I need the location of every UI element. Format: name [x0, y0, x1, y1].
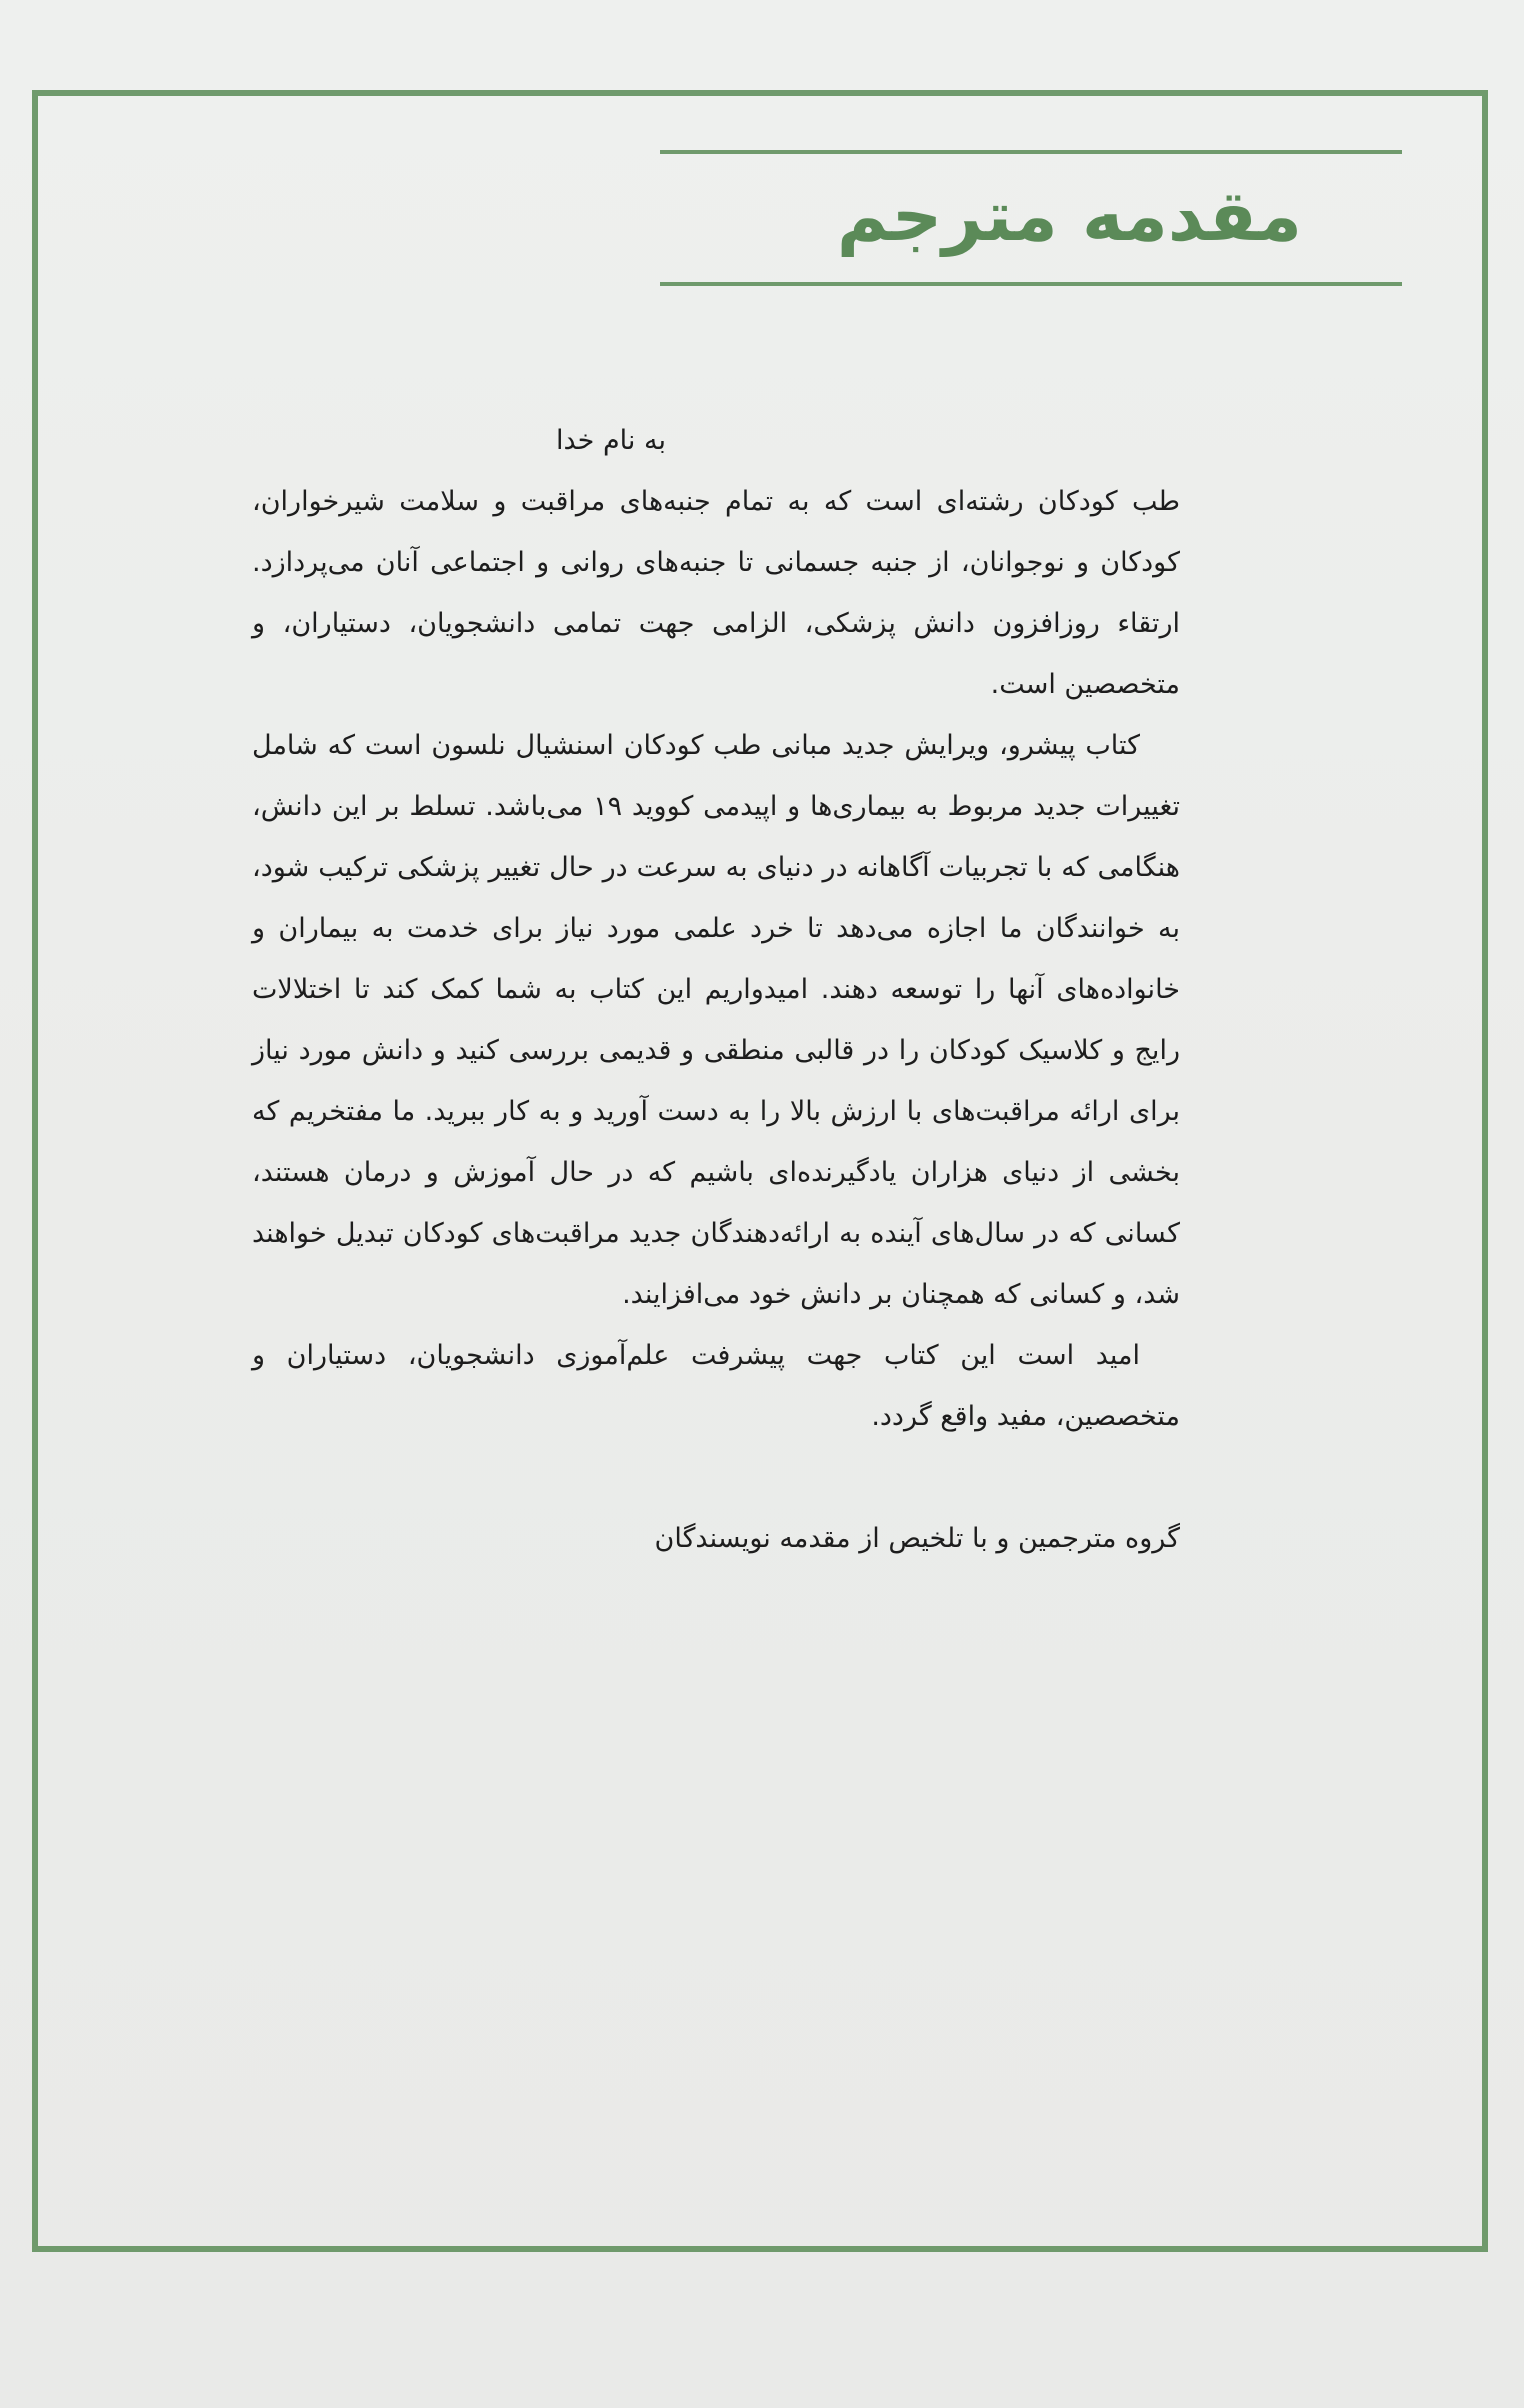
paragraph-3: امید است این کتاب جهت پیشرفت علم‌آموزی دانشجویان، دستیاران و متخصصین، مفید واقع گردد.: [252, 1340, 1180, 1432]
basmala: به نام خدا: [556, 425, 666, 456]
page-title: مقدمه مترجم: [836, 175, 1302, 257]
paragraph-1: طب کودکان رشته‌ای است که به تمام جنبه‌های مراقبت و سلامت شیرخواران، کودکان و نوجوانان، از جنبه جسمانی تا جنبه‌های روانی و اجتماعی آنان می‌پردازد. ارتقاء روزافزون دانش پزشکی، الزامی جهت تمامی دانشجویان، دستیاران، و متخصصین است.: [252, 486, 1180, 700]
paragraph-2: کتاب پیشرو، ویرایش جدید مبانی طب کودکان اسنشیال نلسون است که شامل تغییرات جدید مربوط به بیماری‌ها و اپیدمی کووید ۱۹ می‌باشد. تسلط بر این دانش، هنگامی که با تجربیات آگاهانه در دنیای به سرعت در حال تغییر پزشکی ترکیب شود، به خوانندگان ما اجازه می‌دهد تا خرد علمی مورد نیاز برای خدمت به بیماران و خانواده‌های آنها را توسعه دهند. امیدواریم این کتاب به شما کمک کند تا اختلالات رایج و کلاسیک کودکان را در قالبی منطقی و قدیمی بررسی کنید و دانش مورد نیاز برای ارائه مراقبت‌های با ارزش بالا را به دست آورید و به کار ببرید. ما مفتخریم که بخشی از دنیای هزاران یادگیرنده‌ای باشیم که در حال آموزش و درمان هستند، کسانی که در سال‌های آینده به ارائه‌دهندگان جدید مراقبت‌های کودکان تبدیل خواهند شد، و کسانی که همچنان بر دانش خود می‌افزایند.: [252, 730, 1181, 1310]
title-rule-bottom: [660, 282, 1402, 286]
preface-body: [252, 410, 1180, 1569]
title-rule-top: [660, 150, 1402, 154]
signature: گروه مترجمین و با تلخیص از مقدمه نویسندگان: [654, 1523, 1180, 1554]
